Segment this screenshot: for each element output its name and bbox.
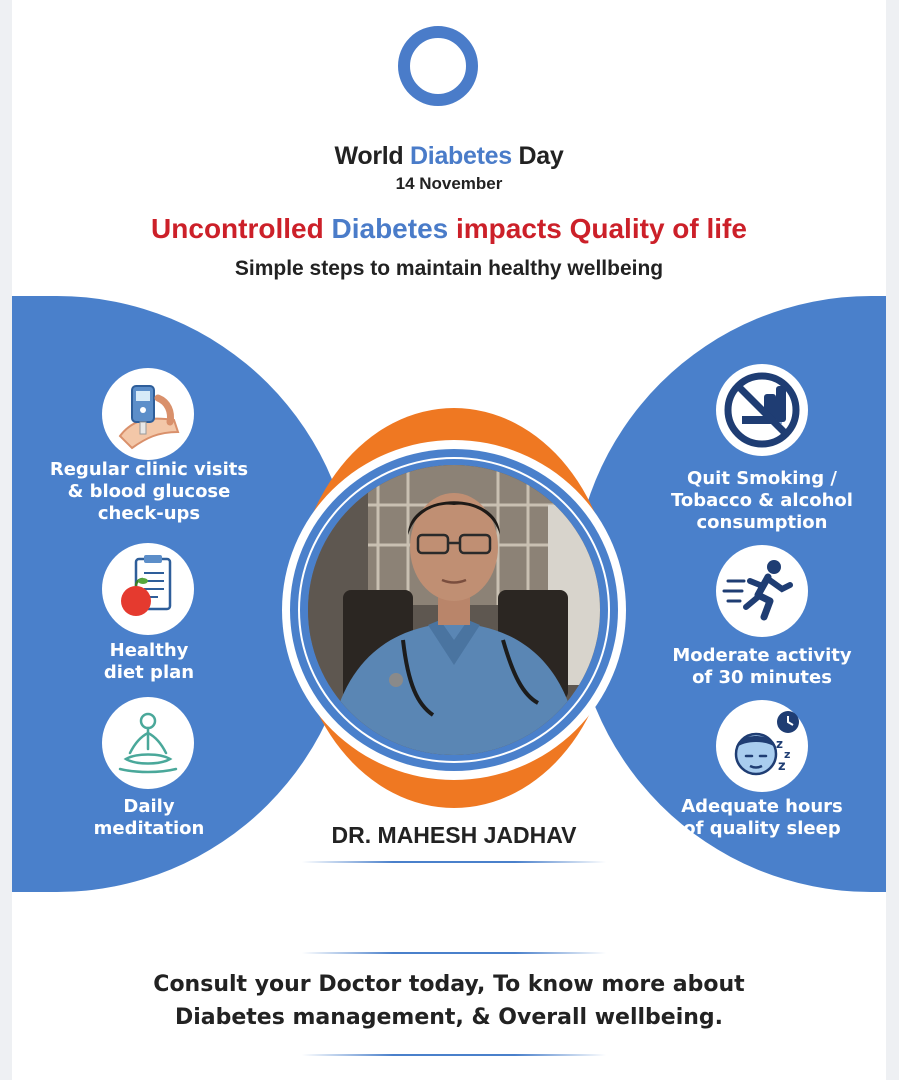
headline-impacts: impacts Quality of life [456,213,747,244]
doctor-name: DR. MAHESH JADHAV [331,822,577,848]
step-quit-smoking-line2: Tobacco & alcohol [671,490,853,511]
headline-uncontrolled: Uncontrolled [151,213,324,244]
doctor-name-divider [302,861,606,863]
headline [12,213,886,245]
step-moderate-activity-line1: Moderate activity [672,645,852,666]
doctor-portrait [308,465,600,755]
step-clinic-visits [32,459,266,525]
consult-line1: Consult your Doctor today, To know more about [153,972,745,997]
subheadline: Simple steps to maintain healthy wellbeing [234,257,664,280]
event-title-diabetes: Diabetes [410,142,512,170]
step-moderate-activity [645,645,879,689]
step-healthy-diet-line1: Healthy [109,640,189,661]
step-clinic-visits-line3: check-ups [97,503,201,524]
step-quality-sleep-line1: Adequate hours [681,796,843,817]
event-title-day: Day [518,142,564,170]
svg-text:z: z [778,759,786,774]
step-clinic-visits-line1: Regular clinic visits [49,459,249,480]
svg-text:z: z [784,748,791,761]
step-clinic-visits-line2: & blood glucose [67,481,231,502]
diabetes-blue-circle-logo [398,26,478,106]
svg-text:z: z [776,737,783,751]
step-meditation-line1: Daily [123,796,175,817]
diet-plan-icon [102,543,194,635]
step-quit-smoking-line1: Quit Smoking / [687,468,837,489]
glucometer-icon [102,368,194,460]
consult-line2: Diabetes management, & Overall wellbeing. [174,1005,724,1030]
step-quality-sleep [645,796,879,840]
doctor-portrait-drawing [308,465,600,755]
no-smoking-alcohol-icon [716,364,808,456]
meditation-icon [102,697,194,789]
consult-top-divider [302,952,606,954]
step-moderate-activity-line2: of 30 minutes [692,667,832,688]
event-title-world: World [334,142,404,170]
consult-message [12,968,886,1034]
headline-diabetes: Diabetes [331,213,449,244]
step-quality-sleep-line2: of quality sleep [683,818,841,839]
consult-bottom-divider [302,1054,606,1056]
step-meditation [32,796,266,840]
sleep-icon [716,700,808,792]
step-quit-smoking-line3: consumption [696,512,828,533]
event-date: 14 November [395,174,503,193]
step-quit-smoking [645,468,879,534]
poster [12,0,886,1080]
step-healthy-diet [32,640,266,684]
step-healthy-diet-line2: diet plan [103,662,195,683]
event-title [12,142,886,171]
step-meditation-line2: meditation [93,818,205,839]
running-person-icon [716,545,808,637]
